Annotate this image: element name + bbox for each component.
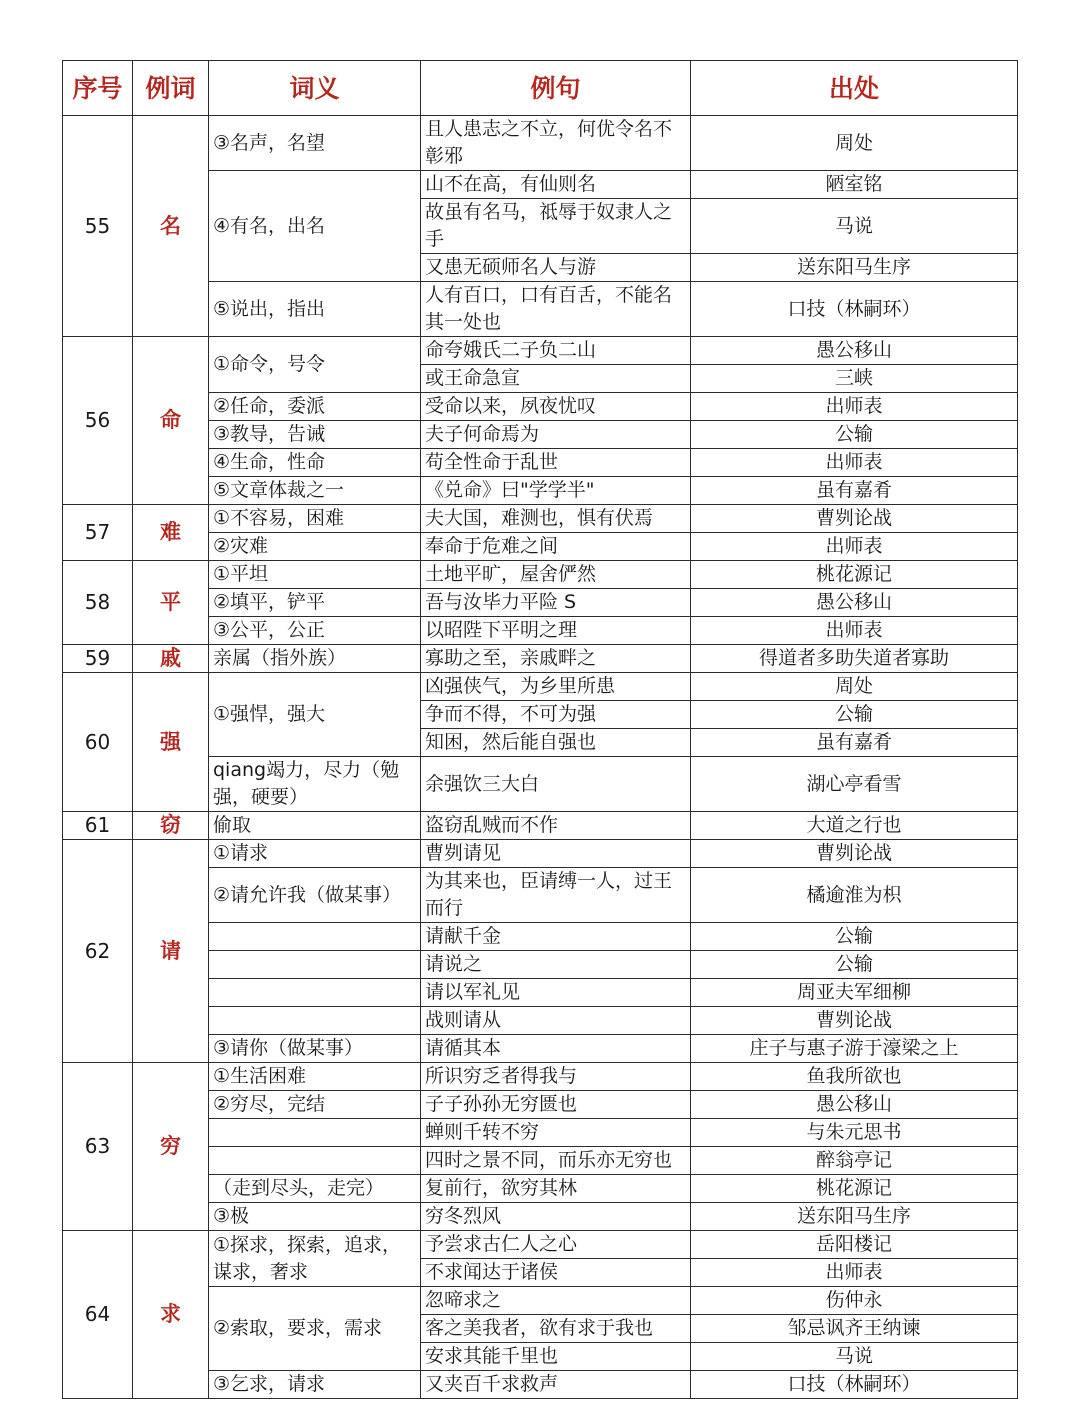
example-sentence-cell: 安求其能千里也 <box>421 1343 691 1371</box>
header-index: 序号 <box>63 61 133 116</box>
meaning-cell: ②穷尽，完结 <box>209 1091 421 1119</box>
source-cell: 曹刿论战 <box>691 1007 1018 1035</box>
meaning-cell: ②填平，铲平 <box>209 589 421 617</box>
source-cell: 得道者多助失道者寡助 <box>691 645 1018 673</box>
meaning-cell: ③名声，名望 <box>209 116 421 171</box>
entry-word: 强 <box>133 673 209 812</box>
table-row <box>63 561 1018 589</box>
entry-number: 57 <box>63 505 133 561</box>
example-sentence-cell: 请说之 <box>421 951 691 979</box>
source-cell: 马说 <box>691 199 1018 254</box>
source-cell: 醉翁亭记 <box>691 1147 1018 1175</box>
meaning-cell: ②请允许我（做某事） <box>209 868 421 923</box>
entry-number: 59 <box>63 645 133 673</box>
entry-number: 55 <box>63 116 133 337</box>
entry-number: 61 <box>63 812 133 840</box>
table-row <box>63 505 1018 533</box>
meaning-cell: ①请求 <box>209 840 421 868</box>
example-sentence-cell: 奉命于危难之间 <box>421 533 691 561</box>
entry-number: 60 <box>63 673 133 812</box>
header-word: 例词 <box>133 61 209 116</box>
table-row <box>63 1063 1018 1091</box>
example-sentence-cell: 客之美我者，欲有求于我也 <box>421 1315 691 1343</box>
example-sentence-cell: 命夸娥氏二子负二山 <box>421 337 691 365</box>
example-sentence-cell: 夫大国，难测也，惧有伏焉 <box>421 505 691 533</box>
header-example: 例句 <box>421 61 691 116</box>
example-sentence-cell: 不求闻达于诸侯 <box>421 1259 691 1287</box>
source-cell: 出师表 <box>691 533 1018 561</box>
source-cell: 邹忌讽齐王纳谏 <box>691 1315 1018 1343</box>
source-cell: 伤仲永 <box>691 1287 1018 1315</box>
meaning-cell: ⑤说出，指出 <box>209 282 421 337</box>
entry-word: 命 <box>133 337 209 505</box>
source-cell: 周处 <box>691 116 1018 171</box>
table-row <box>63 673 1018 701</box>
entry-word: 窃 <box>133 812 209 840</box>
source-cell: 大道之行也 <box>691 812 1018 840</box>
example-sentence-cell: 《兑命》曰"学学半" <box>421 477 691 505</box>
example-sentence-cell: 四时之景不同，而乐亦无穷也 <box>421 1147 691 1175</box>
source-cell: 桃花源记 <box>691 561 1018 589</box>
meaning-cell: ②灾难 <box>209 533 421 561</box>
entry-word: 戚 <box>133 645 209 673</box>
example-sentence-cell: 寡助之至，亲戚畔之 <box>421 645 691 673</box>
source-cell: 曹刿论战 <box>691 840 1018 868</box>
source-cell: 马说 <box>691 1343 1018 1371</box>
entry-word: 名 <box>133 116 209 337</box>
table-row <box>63 840 1018 868</box>
source-cell: 公输 <box>691 951 1018 979</box>
entry-number: 64 <box>63 1231 133 1399</box>
meaning-cell: ①生活困难 <box>209 1063 421 1091</box>
example-sentence-cell: 请献千金 <box>421 923 691 951</box>
source-cell: 公输 <box>691 421 1018 449</box>
example-sentence-cell: 余强饮三大白 <box>421 757 691 812</box>
table-header-row <box>63 61 1018 116</box>
example-sentence-cell: 吾与汝毕力平险 S <box>421 589 691 617</box>
meaning-cell: ①命令，号令 <box>209 337 421 393</box>
entry-word: 请 <box>133 840 209 1063</box>
meaning-cell: ③请你（做某事） <box>209 1035 421 1063</box>
example-sentence-cell: 土地平旷，屋舍俨然 <box>421 561 691 589</box>
source-cell: 三峡 <box>691 365 1018 393</box>
source-cell: 橘逾淮为枳 <box>691 868 1018 923</box>
meaning-cell <box>209 1007 421 1035</box>
header-source: 出处 <box>691 61 1018 116</box>
example-sentence-cell: 予尝求古仁人之心 <box>421 1231 691 1259</box>
source-cell: 庄子与惠子游于濠梁之上 <box>691 1035 1018 1063</box>
meaning-cell <box>209 979 421 1007</box>
meaning-cell: ③乞求，请求 <box>209 1371 421 1399</box>
example-sentence-cell: 凶强侠气，为乡里所患 <box>421 673 691 701</box>
source-cell: 与朱元思书 <box>691 1119 1018 1147</box>
meaning-cell: ③公平，公正 <box>209 617 421 645</box>
meaning-cell: ③教导，告诫 <box>209 421 421 449</box>
source-cell: 曹刿论战 <box>691 505 1018 533</box>
meaning-cell: 亲属（指外族） <box>209 645 421 673</box>
example-sentence-cell: 所识穷乏者得我与 <box>421 1063 691 1091</box>
table-row <box>63 337 1018 365</box>
meaning-cell: ①探求，探索，追求，谋求，奢求 <box>209 1231 421 1287</box>
table-row <box>63 1231 1018 1259</box>
vocabulary-table-sheet <box>62 60 1017 1399</box>
meaning-cell: ②任命，委派 <box>209 393 421 421</box>
example-sentence-cell: 战则请从 <box>421 1007 691 1035</box>
example-sentence-cell: 人有百口，口有百舌，不能名其一处也 <box>421 282 691 337</box>
example-sentence-cell: 故虽有名马，祗辱于奴隶人之手 <box>421 199 691 254</box>
entry-word: 难 <box>133 505 209 561</box>
source-cell: 送东阳马生序 <box>691 254 1018 282</box>
source-cell: 公输 <box>691 923 1018 951</box>
example-sentence-cell: 忽啼求之 <box>421 1287 691 1315</box>
example-sentence-cell: 蝉则千转不穷 <box>421 1119 691 1147</box>
meaning-cell: ③极 <box>209 1203 421 1231</box>
meaning-cell: ④有名，出名 <box>209 171 421 282</box>
entry-number: 62 <box>63 840 133 1063</box>
header-meaning: 词义 <box>209 61 421 116</box>
source-cell: 湖心亭看雪 <box>691 757 1018 812</box>
source-cell: 送东阳马生序 <box>691 1203 1018 1231</box>
meaning-cell <box>209 951 421 979</box>
meaning-cell <box>209 923 421 951</box>
example-sentence-cell: 子子孙孙无穷匮也 <box>421 1091 691 1119</box>
source-cell: 桃花源记 <box>691 1175 1018 1203</box>
example-sentence-cell: 盗窃乱贼而不作 <box>421 812 691 840</box>
source-cell: 周亚夫军细柳 <box>691 979 1018 1007</box>
meaning-cell: ④生命，性命 <box>209 449 421 477</box>
vocabulary-table <box>62 60 1018 1399</box>
source-cell: 虽有嘉肴 <box>691 729 1018 757</box>
example-sentence-cell: 穷冬烈风 <box>421 1203 691 1231</box>
table-body <box>63 116 1018 1399</box>
example-sentence-cell: 请以军礼见 <box>421 979 691 1007</box>
example-sentence-cell: 争而不得，不可为强 <box>421 701 691 729</box>
source-cell: 鱼我所欲也 <box>691 1063 1018 1091</box>
entry-number: 63 <box>63 1063 133 1231</box>
source-cell: 愚公移山 <box>691 589 1018 617</box>
example-sentence-cell: 又夹百千求救声 <box>421 1371 691 1399</box>
meaning-cell: 偷取 <box>209 812 421 840</box>
meaning-cell: ①不容易，困难 <box>209 505 421 533</box>
example-sentence-cell: 又患无硕师名人与游 <box>421 254 691 282</box>
source-cell: 口技（林嗣环） <box>691 282 1018 337</box>
entry-word: 求 <box>133 1231 209 1399</box>
source-cell: 公输 <box>691 701 1018 729</box>
example-sentence-cell: 苟全性命于乱世 <box>421 449 691 477</box>
meaning-cell: ⑤文章体裁之一 <box>209 477 421 505</box>
source-cell: 口技（林嗣环） <box>691 1371 1018 1399</box>
source-cell: 虽有嘉肴 <box>691 477 1018 505</box>
entry-number: 58 <box>63 561 133 645</box>
meaning-cell: qiang竭力，尽力（勉强，硬要） <box>209 757 421 812</box>
source-cell: 出师表 <box>691 449 1018 477</box>
example-sentence-cell: 或王命急宣 <box>421 365 691 393</box>
source-cell: 出师表 <box>691 393 1018 421</box>
entry-word: 穷 <box>133 1063 209 1231</box>
meaning-cell: （走到尽头，走完） <box>209 1175 421 1203</box>
example-sentence-cell: 为其来也，臣请缚一人，过王而行 <box>421 868 691 923</box>
meaning-cell: ②索取，要求，需求 <box>209 1287 421 1371</box>
meaning-cell <box>209 1119 421 1147</box>
example-sentence-cell: 受命以来，夙夜忧叹 <box>421 393 691 421</box>
example-sentence-cell: 复前行，欲穷其林 <box>421 1175 691 1203</box>
example-sentence-cell: 且人患志之不立，何优令名不彰邪 <box>421 116 691 171</box>
meaning-cell <box>209 1147 421 1175</box>
source-cell: 愚公移山 <box>691 1091 1018 1119</box>
example-sentence-cell: 曹刿请见 <box>421 840 691 868</box>
source-cell: 出师表 <box>691 617 1018 645</box>
example-sentence-cell: 夫子何命焉为 <box>421 421 691 449</box>
source-cell: 岳阳楼记 <box>691 1231 1018 1259</box>
table-row <box>63 812 1018 840</box>
table-row <box>63 645 1018 673</box>
example-sentence-cell: 山不在高，有仙则名 <box>421 171 691 199</box>
entry-number: 56 <box>63 337 133 505</box>
example-sentence-cell: 请循其本 <box>421 1035 691 1063</box>
example-sentence-cell: 以昭陛下平明之理 <box>421 617 691 645</box>
source-cell: 陋室铭 <box>691 171 1018 199</box>
example-sentence-cell: 知困，然后能自强也 <box>421 729 691 757</box>
meaning-cell: ①平坦 <box>209 561 421 589</box>
meaning-cell: ①强悍，强大 <box>209 673 421 757</box>
source-cell: 出师表 <box>691 1259 1018 1287</box>
entry-word: 平 <box>133 561 209 645</box>
table-row <box>63 116 1018 171</box>
source-cell: 愚公移山 <box>691 337 1018 365</box>
source-cell: 周处 <box>691 673 1018 701</box>
